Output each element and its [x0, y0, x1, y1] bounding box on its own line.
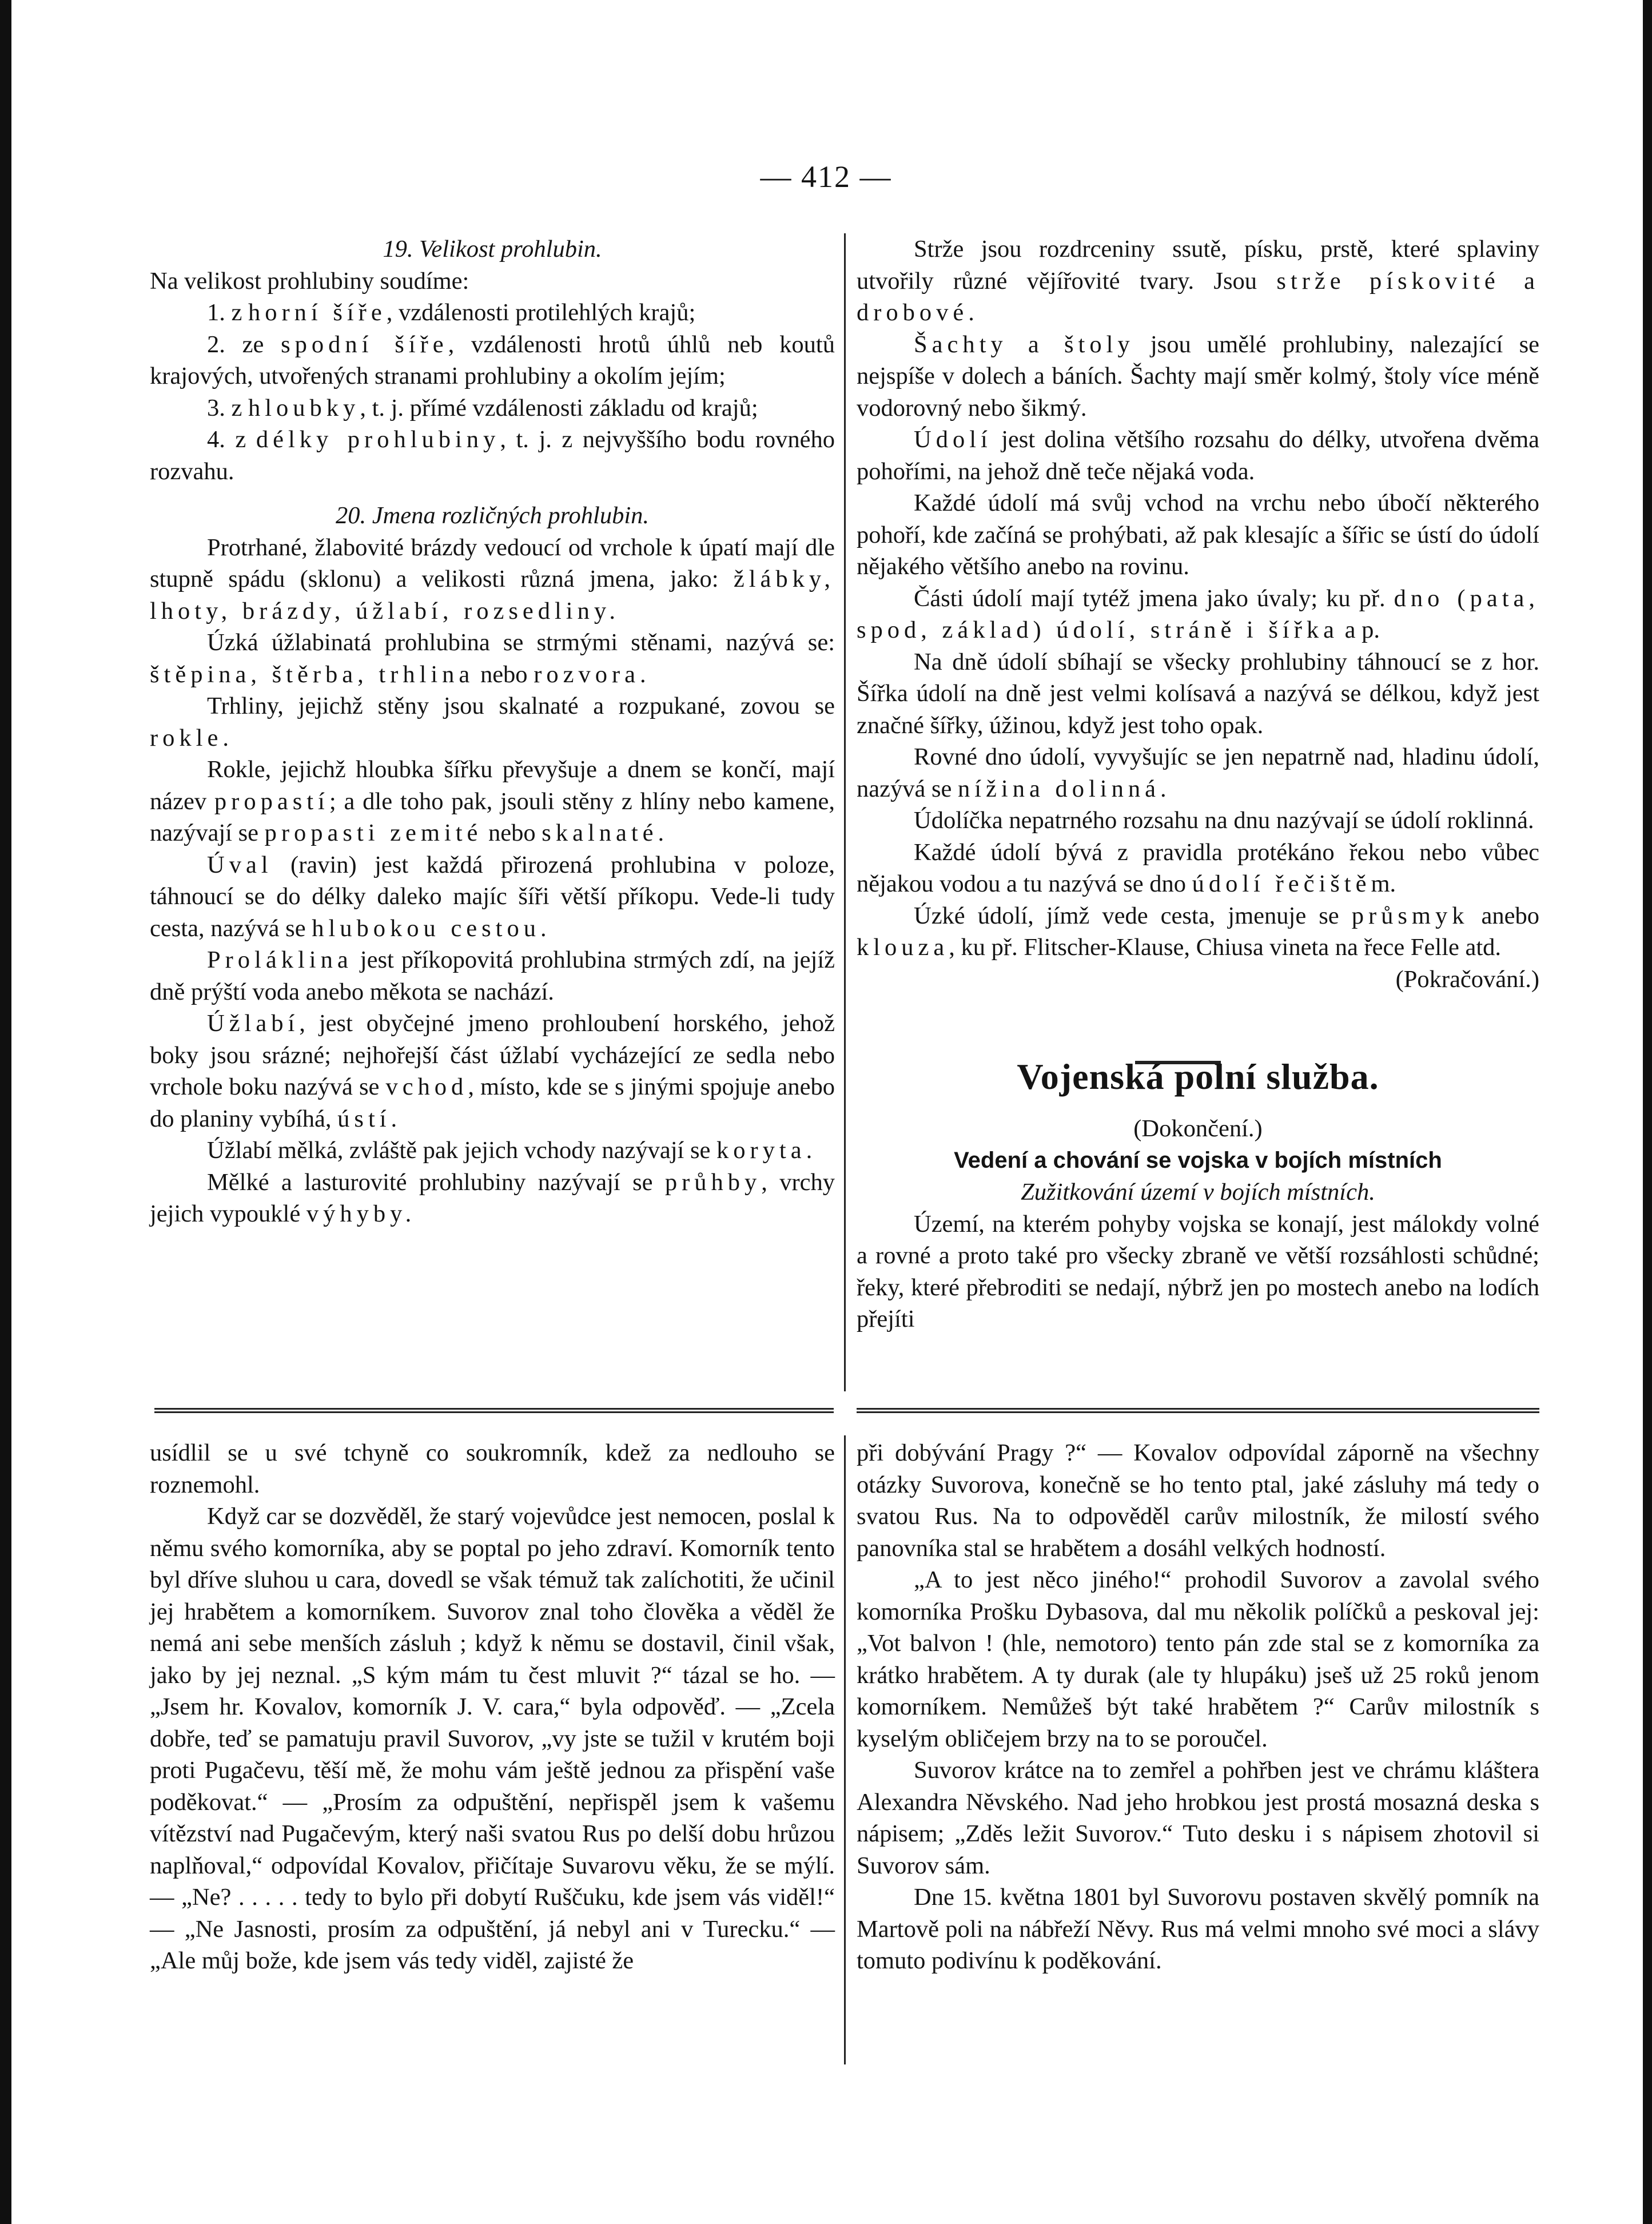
paragraph: Úzká úžlabinatá prohlubina se strmými stěnami, nazývá se: štěpina, štěrba, trhlina nebo rozvora. — [150, 629, 835, 688]
article-note: (Dokončení.) — [1133, 1115, 1263, 1142]
paragraph: při dobývání Pragy ?“ — Kovalov odpovídal záporně na všechny otázky Suvorova, konečně se ho tento ptal, jaké zásluhy má tedy o svatou Rus. Na to odpověděl carův milostník, že milostí svého panovníka stal se hrabětem a dosáhl velkých hodností. — [857, 1439, 1539, 1562]
section-rule-right — [857, 1408, 1539, 1413]
right-column-bottom — [857, 1437, 1539, 1977]
paragraph: Rokle, jejichž hloubka šířku převyšuje a dnem se končí, mají název propastí; a dle toho pak, jsouli stěny z hlíny nebo kamene, nazývají se propasti zemité nebo skalnaté. — [150, 756, 835, 846]
article-title: Vojenská polní služba. — [1017, 1056, 1379, 1097]
paragraph: Každé údolí má svůj vchod na vrchu nebo úbočí některého pohoří, kde začíná se prohýbati, až pak klesajíc a šířic se ústí do údolí nějakého většího anebo na rovinu. — [857, 490, 1539, 580]
heading-velikost-prohlubin: 19. Velikost prohlubin. — [383, 236, 602, 262]
article-subtitle: Vedení a chování se vojska v bojích místních — [954, 1147, 1442, 1173]
list-item: 1. z horní šíře, vzdálenosti protilehlých krajů; — [207, 299, 696, 326]
heading-jmena-prohlubin: 20. Jmena rozličných prohlubin. — [335, 502, 650, 529]
paragraph: usídlil se u své tchyně co soukromník, kdež za nedlouho se roznemohl. — [150, 1439, 835, 1498]
article-subheading: Zužitkování území v bojích místních. — [1021, 1179, 1375, 1206]
paragraph: Úzké údolí, jímž vede cesta, jmenuje se průsmyk anebo klouza, ku př. Flitscher-Klause, Chiusa vineta na řece Felle atd. — [857, 902, 1539, 961]
section-rule-left — [154, 1408, 834, 1413]
paragraph: Na dně údolí sbíhají se všecky prohlubiny táhnoucí se z hor. Šířka údolí na dně jest velmi kolísavá a nazývá se délkou, když jest značné šířky, úžinou, když jest toho opak. — [857, 648, 1539, 739]
paragraph: Když car se dozvěděl, že starý vojevůdce jest nemocen, poslal k němu svého komorníka, aby se poptal po jeho zdraví. Komorník tento byl dříve sluhou u cara, dovedl se však témuž tak zalíchotiti, že učinil jej hrabětem a komorníkem. Suvorov znal toho člověka a věděl že nemá ani sebe menších zásluh ; když k němu se dostavil, činil však, jako by jej neznal. „S kým mám tu čest mluvit ?“ tázal se ho. — „Jsem hr. Kovalov, komorník J. V. cara,“ byla odpověď. — „Zcela dobře, teď se pamatuju pravil Suvorov, „vy jste se tužil v krutém boji proti Pugačevu, těší mě, že mohu vám ještě jednou za přispění vaše poděkovat.“ — „Prosím za odpuštění, nepřispěl jsem k vašemu vítězství nad Pugačevým, který naši svatou Rus po delší dobu hrůzou naplňoval,“ odpovídal Kovalov, přičítaje Suvarovu věku, že se mýlí. — „Ne? . . . . . tedy to bylo při dobytí Ruščuku, kde jsem vás viděl!“ — „Ne Jasnosti, prosím za odpuštění, já nebyl ani v Turecku.“ — „Ale můj bože, kde jsem vás tedy viděl, zajisté že — [150, 1503, 835, 1974]
paragraph: Šachty a štoly jsou umělé prohlubiny, nalezající se nejspíše v dolech a báních. Šachty mají směr kolmý, štoly více méně vodorovný nebo šikmý. — [857, 331, 1539, 421]
paragraph: Dne 15. května 1801 byl Suvorovu postaven skvělý pomník na Martově poli na nábřeží Něvy. Rus má velmi mnoho své moci a slávy tomuto podivínu k poděkování. — [857, 1884, 1539, 1974]
left-column-top — [150, 233, 835, 1230]
list-item: 4. z délky prohlubiny, t. j. z nejvyššího bodu rovného rozvahu. — [150, 426, 835, 485]
paragraph: Úval (ravin) jest každá přirozená prohlubina v poloze, táhnoucí se do délky daleko majíc šíři větší příkopu. Vede-li tudy cesta, nazývá se hlubokou cestou. — [150, 851, 835, 942]
paragraph: Mělké a lasturovité prohlubiny nazývají se průhby, vrchy jejich vypouklé výhyby. — [150, 1168, 835, 1227]
paragraph: Protrhané, žlabovité brázdy vedoucí od vrchole k úpatí mají dle stupně spádu (sklonu) a velikosti různá jmena, jako: žlábky, lhoty, brázdy, úžlabí, rozsedliny. — [150, 534, 835, 624]
paragraph: Údolíčka nepatrného rozsahu na dnu nazývají se údolí roklinná. — [914, 807, 1534, 834]
page-number: — 412 — — [760, 160, 892, 194]
column-divider-top — [844, 233, 846, 1391]
scan-border-right — [1643, 0, 1652, 2224]
paragraph: Trhliny, jejichž stěny jsou skalnaté a rozpukané, zovou se rokle. — [150, 693, 835, 751]
column-divider-bottom — [844, 1435, 846, 2064]
paragraph: Suvorov krátce na to zemřel a pohřben jest ve chrámu kláštera Alexandra Něvského. Nad jeho hrobkou jest prostá mosazná deska s nápisem; „Zděs ležit Suvorov.“ Tuto desku i s nápisem zhotovil si Suvorov sám. — [857, 1757, 1539, 1879]
scan-border-left — [0, 0, 11, 2224]
list-item: 2. ze spodní šíře, vzdálenosti hrotů úhlů neb koutů krajových, utvořených stranami prohlubiny a okolím jejím; — [150, 331, 835, 389]
paragraph: Území, na kterém pohyby vojska se konají, jest málokdy volné a rovné a proto také pro všecky zbraně ve větší rozsáhlosti schůdné; řeky, které přebroditi se nedají, nýbrž jen po mostech anebo na lodích přejíti — [857, 1210, 1539, 1332]
paragraph: „A to jest něco jiného!“ prohodil Suvorov a zavolal svého komorníka Prošku Dybasova, dal mu několik políčků a peskoval jej: „Vot balvon ! (hle, nemotoro) tento pán zde stal se z komorníka za krátko hrabětem. A ty durak (ale ty hlupáku) jseš už 25 roků jenom komorníkem. Nemůžeš být také hrabětem ?“ Carův milostník s kyselým obličejem brzy na to se poroučel. — [857, 1566, 1539, 1752]
paragraph: Na velikost prohlubiny soudíme: — [150, 267, 469, 295]
continued-note: (Pokračování.) — [1395, 965, 1539, 993]
paragraph: Údolí jest dolina většího rozsahu do délky, utvořena dvěma pohořími, na jehož dně teče nějaká voda. — [857, 426, 1539, 485]
list-item: 3. z hloubky, t. j. přímé vzdálenosti základu od krajů; — [207, 394, 758, 421]
paragraph: Strže jsou rozdrceniny ssutě, písku, prstě, které splaviny utvořily různé vějířovité tvary. Jsou strže pískovité a drobové. — [857, 236, 1540, 326]
paragraph: Úžlabí, jest obyčejné jmeno prohloubení horského, jehož boky jsou srázné; nejhořejší část úžlabí vycházející ze sedla nebo vrchole boku nazývá se vchod, místo, kde se s jinými spojuje anebo do planiny vybíhá, ústí. — [150, 1010, 835, 1132]
paragraph: Úžlabí mělká, zvláště pak jejich vchody nazývají se koryta. — [207, 1137, 817, 1164]
paragraph: Každé údolí bývá z pravidla protékáno řekou nebo vůbec nějakou vodou a tu nazývá se dno údolí řečištěm. — [857, 838, 1539, 897]
paragraph: Rovné dno údolí, vyvyšujíc se jen nepatrně nad, hladinu údolí, nazývá se nížina dolinná. — [857, 743, 1539, 802]
right-column-top — [857, 233, 1539, 1335]
left-column-bottom — [150, 1437, 835, 1977]
paragraph: Proláklina jest příkopovitá prohlubina strmých zdí, na jejíž dně prýští voda anebo měkota se nachází. — [150, 946, 835, 1005]
paragraph: Části údolí mají tytéž jmena jako úvaly; ku př. dno (pata, spod, základ) údolí, stráně i šířka a p. — [857, 584, 1539, 643]
